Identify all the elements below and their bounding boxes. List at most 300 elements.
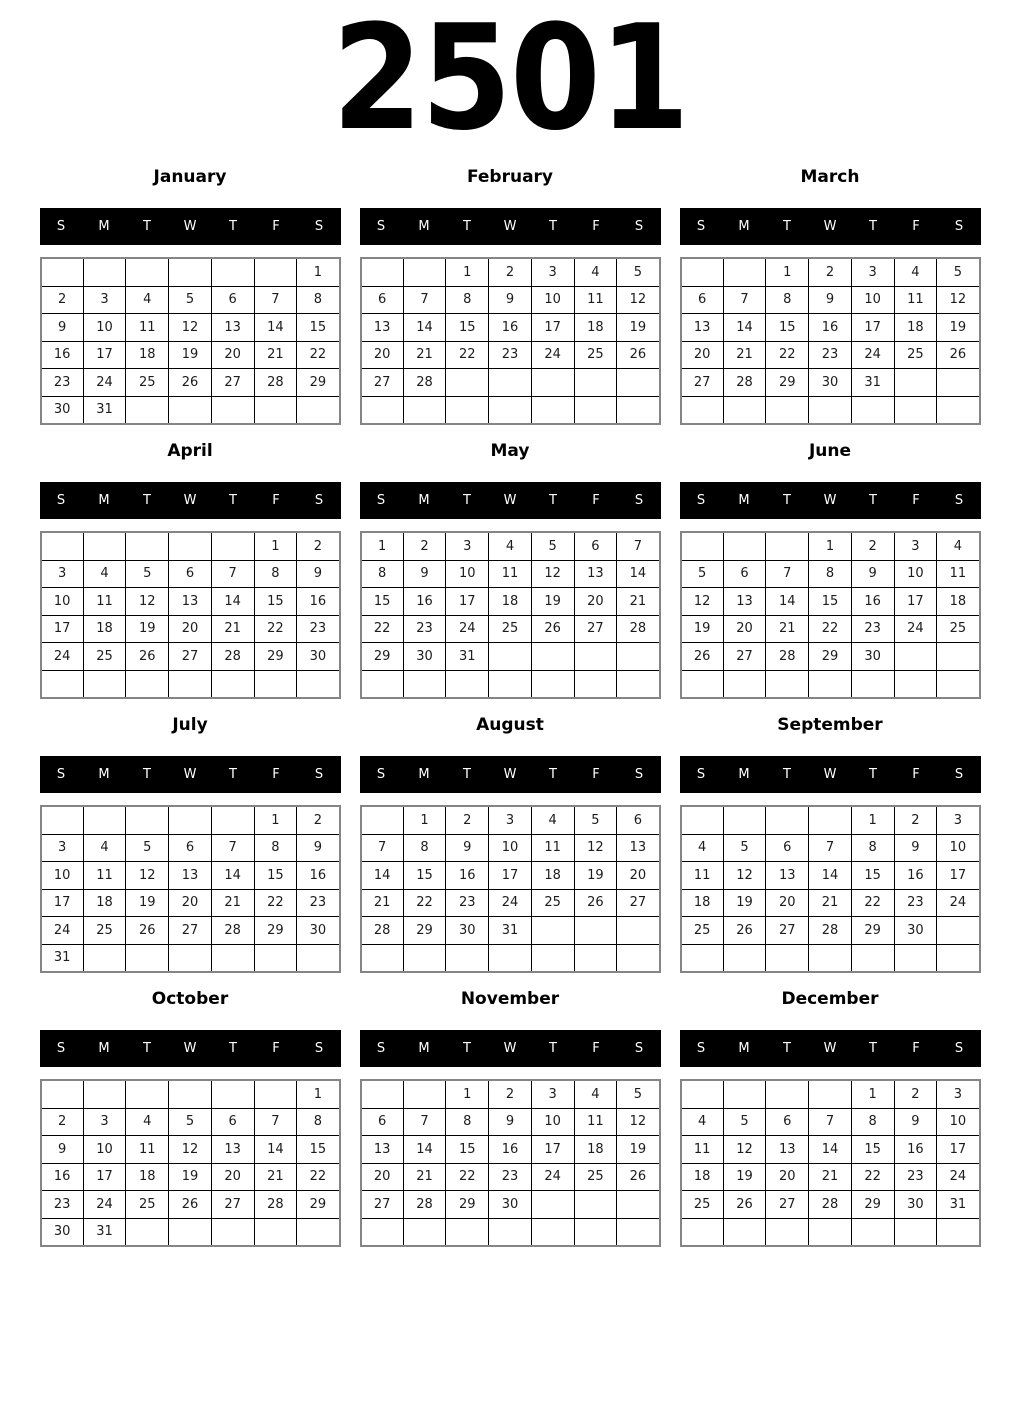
weekday-header xyxy=(40,482,341,519)
day-cell: 18 xyxy=(681,889,724,917)
days-grid xyxy=(360,1079,661,1247)
day-cell: 13 xyxy=(617,834,660,862)
empty-day-cell xyxy=(766,1218,809,1246)
empty-day-cell xyxy=(681,258,724,286)
day-cell: 3 xyxy=(41,560,84,588)
day-cell: 10 xyxy=(446,560,489,588)
day-cell: 31 xyxy=(446,643,489,671)
week-row xyxy=(41,1163,340,1191)
empty-day-cell xyxy=(489,944,532,972)
day-cell: 5 xyxy=(126,834,169,862)
day-cell: 3 xyxy=(937,806,980,834)
day-cell: 9 xyxy=(41,314,84,342)
day-cell: 14 xyxy=(211,588,254,616)
day-cell: 26 xyxy=(681,643,724,671)
day-cell: 15 xyxy=(766,314,809,342)
day-cell: 9 xyxy=(403,560,446,588)
day-cell: 2 xyxy=(297,532,340,560)
day-cell: 30 xyxy=(809,369,852,397)
empty-day-cell xyxy=(41,670,84,698)
weekday-label: M xyxy=(418,767,430,782)
empty-day-cell xyxy=(894,643,937,671)
day-cell: 24 xyxy=(531,341,574,369)
day-cell: 11 xyxy=(681,1136,724,1164)
year-title: 2501 xyxy=(331,0,689,163)
day-cell: 4 xyxy=(574,1080,617,1108)
day-cell: 4 xyxy=(83,834,126,862)
day-cell: 30 xyxy=(297,643,340,671)
day-cell: 10 xyxy=(531,286,574,314)
day-cell: 1 xyxy=(254,532,297,560)
days-grid xyxy=(40,1079,341,1247)
day-cell: 13 xyxy=(681,314,724,342)
weekday-label: M xyxy=(418,219,430,234)
day-cell: 3 xyxy=(851,258,894,286)
day-cell: 16 xyxy=(489,1136,532,1164)
day-cell: 30 xyxy=(851,643,894,671)
week-row xyxy=(41,670,340,698)
week-row xyxy=(41,286,340,314)
weekday-label: W xyxy=(823,767,837,782)
month-title: July xyxy=(172,715,208,735)
day-cell: 2 xyxy=(41,286,84,314)
weekday-label: S xyxy=(56,493,66,508)
empty-day-cell xyxy=(489,369,532,397)
day-cell: 30 xyxy=(297,917,340,945)
day-cell: 27 xyxy=(361,369,404,397)
day-cell: 19 xyxy=(617,314,660,342)
empty-day-cell xyxy=(574,944,617,972)
day-cell: 15 xyxy=(403,862,446,890)
day-cell: 18 xyxy=(894,314,937,342)
week-row xyxy=(361,862,660,890)
day-cell: 13 xyxy=(723,588,766,616)
day-cell: 11 xyxy=(894,286,937,314)
empty-day-cell xyxy=(83,258,126,286)
day-cell: 2 xyxy=(403,532,446,560)
day-cell: 3 xyxy=(937,1080,980,1108)
days-grid xyxy=(680,531,981,699)
day-cell: 14 xyxy=(211,862,254,890)
empty-day-cell xyxy=(446,369,489,397)
day-cell: 18 xyxy=(574,1136,617,1164)
day-cell: 28 xyxy=(617,615,660,643)
day-cell: 9 xyxy=(894,834,937,862)
weekday-label: S xyxy=(954,1041,964,1056)
empty-day-cell xyxy=(681,670,724,698)
day-cell: 24 xyxy=(41,643,84,671)
empty-day-cell xyxy=(126,1218,169,1246)
week-row xyxy=(361,834,660,862)
day-cell: 27 xyxy=(574,615,617,643)
week-row xyxy=(361,258,660,286)
week-row xyxy=(361,532,660,560)
empty-day-cell xyxy=(574,670,617,698)
day-cell: 15 xyxy=(446,314,489,342)
day-cell: 27 xyxy=(211,369,254,397)
day-cell: 29 xyxy=(297,1191,340,1219)
day-cell: 7 xyxy=(766,560,809,588)
day-cell: 20 xyxy=(361,1163,404,1191)
weekday-label: T xyxy=(869,767,877,782)
day-cell: 5 xyxy=(169,1108,212,1136)
day-cell: 12 xyxy=(169,1136,212,1164)
day-cell: 30 xyxy=(894,1191,937,1219)
day-cell: 2 xyxy=(297,806,340,834)
empty-day-cell xyxy=(211,396,254,424)
empty-day-cell xyxy=(211,1080,254,1108)
weekday-label: T xyxy=(229,767,237,782)
day-cell: 31 xyxy=(83,396,126,424)
empty-day-cell xyxy=(83,944,126,972)
weekday-header xyxy=(360,482,661,519)
day-cell: 27 xyxy=(766,1191,809,1219)
day-cell: 12 xyxy=(617,1108,660,1136)
day-cell: 13 xyxy=(169,588,212,616)
day-cell: 7 xyxy=(403,1108,446,1136)
weekday-label: W xyxy=(503,219,517,234)
day-cell: 23 xyxy=(489,341,532,369)
day-cell: 28 xyxy=(254,369,297,397)
day-cell: 24 xyxy=(83,1191,126,1219)
day-cell: 25 xyxy=(681,1191,724,1219)
week-row xyxy=(681,670,980,698)
day-cell: 15 xyxy=(254,588,297,616)
week-row xyxy=(41,341,340,369)
day-cell: 17 xyxy=(83,341,126,369)
day-cell: 14 xyxy=(403,1136,446,1164)
weekday-label: M xyxy=(738,1041,750,1056)
empty-day-cell xyxy=(766,944,809,972)
day-cell: 14 xyxy=(617,560,660,588)
empty-day-cell xyxy=(254,258,297,286)
week-row xyxy=(681,862,980,890)
week-row xyxy=(681,806,980,834)
week-row xyxy=(41,889,340,917)
day-cell: 3 xyxy=(531,258,574,286)
day-cell: 1 xyxy=(851,806,894,834)
weekday-header xyxy=(40,208,341,245)
month-block-october xyxy=(40,989,341,1247)
day-cell: 11 xyxy=(83,862,126,890)
day-cell: 25 xyxy=(574,341,617,369)
day-cell: 17 xyxy=(41,889,84,917)
day-cell: 28 xyxy=(403,1191,446,1219)
day-cell: 27 xyxy=(617,889,660,917)
day-cell: 25 xyxy=(574,1163,617,1191)
empty-day-cell xyxy=(937,643,980,671)
day-cell: 12 xyxy=(617,286,660,314)
empty-day-cell xyxy=(211,532,254,560)
day-cell: 7 xyxy=(809,834,852,862)
day-cell: 17 xyxy=(83,1163,126,1191)
week-row xyxy=(361,1191,660,1219)
day-cell: 26 xyxy=(574,889,617,917)
day-cell: 13 xyxy=(361,314,404,342)
day-cell: 7 xyxy=(809,1108,852,1136)
empty-day-cell xyxy=(403,1080,446,1108)
empty-day-cell xyxy=(403,258,446,286)
day-cell: 30 xyxy=(41,396,84,424)
day-cell: 25 xyxy=(83,643,126,671)
weekday-label: F xyxy=(592,493,600,508)
day-cell: 14 xyxy=(254,1136,297,1164)
empty-day-cell xyxy=(766,670,809,698)
empty-day-cell xyxy=(531,1218,574,1246)
day-cell: 5 xyxy=(723,1108,766,1136)
day-cell: 13 xyxy=(211,1136,254,1164)
day-cell: 16 xyxy=(894,1136,937,1164)
empty-day-cell xyxy=(361,670,404,698)
day-cell: 29 xyxy=(254,917,297,945)
month-block-march xyxy=(680,167,981,425)
empty-day-cell xyxy=(254,670,297,698)
day-cell: 19 xyxy=(126,615,169,643)
day-cell: 10 xyxy=(937,1108,980,1136)
weekday-label: W xyxy=(503,767,517,782)
day-cell: 8 xyxy=(851,1108,894,1136)
empty-day-cell xyxy=(211,670,254,698)
empty-day-cell xyxy=(126,396,169,424)
day-cell: 9 xyxy=(41,1136,84,1164)
day-cell: 21 xyxy=(723,341,766,369)
week-row xyxy=(361,670,660,698)
day-cell: 29 xyxy=(851,1191,894,1219)
day-cell: 13 xyxy=(211,314,254,342)
weekday-header xyxy=(40,756,341,793)
day-cell: 7 xyxy=(211,560,254,588)
day-cell: 10 xyxy=(41,588,84,616)
day-cell: 5 xyxy=(169,286,212,314)
day-cell: 10 xyxy=(489,834,532,862)
week-row xyxy=(41,643,340,671)
day-cell: 29 xyxy=(446,1191,489,1219)
empty-day-cell xyxy=(446,670,489,698)
day-cell: 21 xyxy=(254,1163,297,1191)
day-cell: 3 xyxy=(83,286,126,314)
empty-day-cell xyxy=(169,1080,212,1108)
empty-day-cell xyxy=(211,258,254,286)
day-cell: 29 xyxy=(297,369,340,397)
weekday-label: T xyxy=(783,493,791,508)
day-cell: 21 xyxy=(211,615,254,643)
days-grid xyxy=(40,805,341,973)
day-cell: 6 xyxy=(169,560,212,588)
days-grid xyxy=(360,805,661,973)
week-row xyxy=(681,1218,980,1246)
day-cell: 29 xyxy=(254,643,297,671)
empty-day-cell xyxy=(403,670,446,698)
empty-day-cell xyxy=(723,532,766,560)
weekday-label: F xyxy=(912,1041,920,1056)
day-cell: 18 xyxy=(681,1163,724,1191)
month-block-november xyxy=(360,989,661,1247)
day-cell: 17 xyxy=(937,862,980,890)
day-cell: 3 xyxy=(83,1108,126,1136)
empty-day-cell xyxy=(211,806,254,834)
month-title: January xyxy=(153,167,227,187)
empty-day-cell xyxy=(297,944,340,972)
day-cell: 15 xyxy=(851,862,894,890)
day-cell: 21 xyxy=(617,588,660,616)
day-cell: 7 xyxy=(617,532,660,560)
week-row xyxy=(41,258,340,286)
empty-day-cell xyxy=(574,1218,617,1246)
month-title: August xyxy=(476,715,544,735)
day-cell: 21 xyxy=(211,889,254,917)
weekday-label: S xyxy=(376,219,386,234)
week-row xyxy=(361,314,660,342)
week-row xyxy=(361,889,660,917)
empty-day-cell xyxy=(851,396,894,424)
week-row xyxy=(41,1108,340,1136)
empty-day-cell xyxy=(169,670,212,698)
day-cell: 4 xyxy=(681,1108,724,1136)
day-cell: 26 xyxy=(937,341,980,369)
day-cell: 30 xyxy=(489,1191,532,1219)
empty-day-cell xyxy=(894,369,937,397)
day-cell: 6 xyxy=(361,286,404,314)
empty-day-cell xyxy=(574,369,617,397)
day-cell: 16 xyxy=(297,588,340,616)
day-cell: 15 xyxy=(809,588,852,616)
day-cell: 29 xyxy=(809,643,852,671)
empty-day-cell xyxy=(723,806,766,834)
day-cell: 30 xyxy=(446,917,489,945)
day-cell: 27 xyxy=(169,643,212,671)
week-row xyxy=(361,341,660,369)
week-row xyxy=(361,560,660,588)
day-cell: 6 xyxy=(361,1108,404,1136)
week-row xyxy=(41,588,340,616)
month-block-september xyxy=(680,715,981,973)
day-cell: 2 xyxy=(851,532,894,560)
day-cell: 19 xyxy=(169,1163,212,1191)
weekday-label: T xyxy=(463,219,471,234)
week-row xyxy=(681,834,980,862)
weekday-label: M xyxy=(418,493,430,508)
empty-day-cell xyxy=(254,396,297,424)
weekday-label: S xyxy=(634,493,644,508)
day-cell: 15 xyxy=(297,1136,340,1164)
month-block-april xyxy=(40,441,341,699)
day-cell: 11 xyxy=(126,314,169,342)
day-cell: 23 xyxy=(489,1163,532,1191)
weekday-label: T xyxy=(869,1041,877,1056)
empty-day-cell xyxy=(937,670,980,698)
weekday-label: T xyxy=(143,1041,151,1056)
empty-day-cell xyxy=(574,643,617,671)
weekday-label: S xyxy=(314,493,324,508)
day-cell: 10 xyxy=(83,314,126,342)
week-row xyxy=(41,917,340,945)
day-cell: 19 xyxy=(723,889,766,917)
empty-day-cell xyxy=(83,1080,126,1108)
day-cell: 20 xyxy=(211,1163,254,1191)
day-cell: 22 xyxy=(851,889,894,917)
weekday-label: M xyxy=(98,1041,110,1056)
empty-day-cell xyxy=(361,396,404,424)
empty-day-cell xyxy=(126,258,169,286)
empty-day-cell xyxy=(723,396,766,424)
empty-day-cell xyxy=(766,806,809,834)
day-cell: 7 xyxy=(361,834,404,862)
day-cell: 12 xyxy=(169,314,212,342)
weekday-label: S xyxy=(56,1041,66,1056)
day-cell: 19 xyxy=(169,341,212,369)
empty-day-cell xyxy=(41,806,84,834)
weekday-label: S xyxy=(954,493,964,508)
month-title: November xyxy=(460,989,560,1009)
day-cell: 29 xyxy=(361,643,404,671)
weekday-label: S xyxy=(696,219,706,234)
day-cell: 14 xyxy=(809,862,852,890)
day-cell: 27 xyxy=(361,1191,404,1219)
day-cell: 5 xyxy=(681,560,724,588)
week-row xyxy=(41,532,340,560)
weekday-label: F xyxy=(272,767,280,782)
day-cell: 19 xyxy=(723,1163,766,1191)
day-cell: 26 xyxy=(617,1163,660,1191)
week-row xyxy=(681,1163,980,1191)
day-cell: 28 xyxy=(254,1191,297,1219)
day-cell: 14 xyxy=(809,1136,852,1164)
day-cell: 14 xyxy=(766,588,809,616)
weekday-label: F xyxy=(592,1041,600,1056)
day-cell: 28 xyxy=(809,1191,852,1219)
day-cell: 24 xyxy=(531,1163,574,1191)
day-cell: 10 xyxy=(894,560,937,588)
day-cell: 11 xyxy=(937,560,980,588)
week-row xyxy=(681,532,980,560)
day-cell: 28 xyxy=(361,917,404,945)
week-row xyxy=(361,1080,660,1108)
day-cell: 1 xyxy=(446,1080,489,1108)
weekday-label: M xyxy=(738,493,750,508)
day-cell: 27 xyxy=(766,917,809,945)
day-cell: 2 xyxy=(894,1080,937,1108)
day-cell: 15 xyxy=(361,588,404,616)
weekday-label: F xyxy=(912,493,920,508)
day-cell: 2 xyxy=(489,1080,532,1108)
day-cell: 1 xyxy=(361,532,404,560)
month-title: September xyxy=(777,715,883,735)
day-cell: 9 xyxy=(809,286,852,314)
day-cell: 14 xyxy=(723,314,766,342)
day-cell: 1 xyxy=(297,1080,340,1108)
day-cell: 12 xyxy=(574,834,617,862)
day-cell: 30 xyxy=(894,917,937,945)
day-cell: 6 xyxy=(681,286,724,314)
day-cell: 16 xyxy=(41,1163,84,1191)
weekday-header xyxy=(360,756,661,793)
month-title: December xyxy=(781,989,879,1009)
empty-day-cell xyxy=(723,944,766,972)
weekday-label: W xyxy=(183,493,197,508)
day-cell: 6 xyxy=(211,286,254,314)
day-cell: 6 xyxy=(766,1108,809,1136)
empty-day-cell xyxy=(361,258,404,286)
day-cell: 13 xyxy=(766,1136,809,1164)
weekday-label: S xyxy=(634,1041,644,1056)
empty-day-cell xyxy=(169,396,212,424)
empty-day-cell xyxy=(531,917,574,945)
empty-day-cell xyxy=(126,944,169,972)
empty-day-cell xyxy=(617,369,660,397)
weekday-label: M xyxy=(98,493,110,508)
empty-day-cell xyxy=(361,1218,404,1246)
empty-day-cell xyxy=(169,1218,212,1246)
